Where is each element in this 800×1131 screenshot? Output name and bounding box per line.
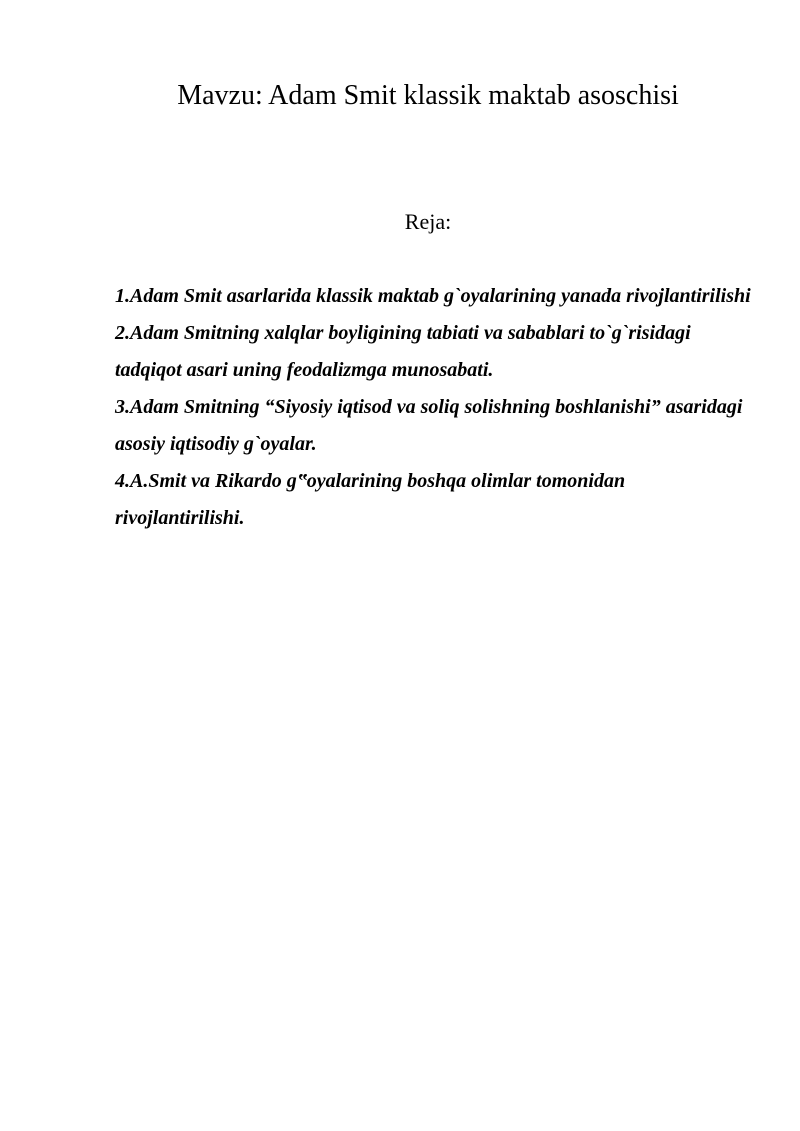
page-title: Mavzu: Adam Smit klassik maktab asoschisi — [177, 80, 679, 111]
plan-item-1: 1.Adam Smit asarlarida klassik maktab g`oyalarining yanada rivojlantirilishi — [115, 285, 751, 307]
plan-item-4: 4.A.Smit va Rikardo g‟oyalarining boshqa olimlar tomonidan rivojlantirilishi. — [115, 470, 626, 529]
plan-item-3: 3.Adam Smitning “Siyosiy iqtisod va soliq solishning boshlanishi” asaridagi asosiy iqtisodiy g`oyalar. — [115, 396, 743, 455]
plan-heading: Reja: — [404, 209, 452, 234]
plan-list — [115, 278, 755, 537]
plan-item-2: 2.Adam Smitning xalqlar boyligining tabiati va sabablari to`g`risidagi tadqiqot asari uning feodalizmga munosabati. — [115, 322, 691, 381]
